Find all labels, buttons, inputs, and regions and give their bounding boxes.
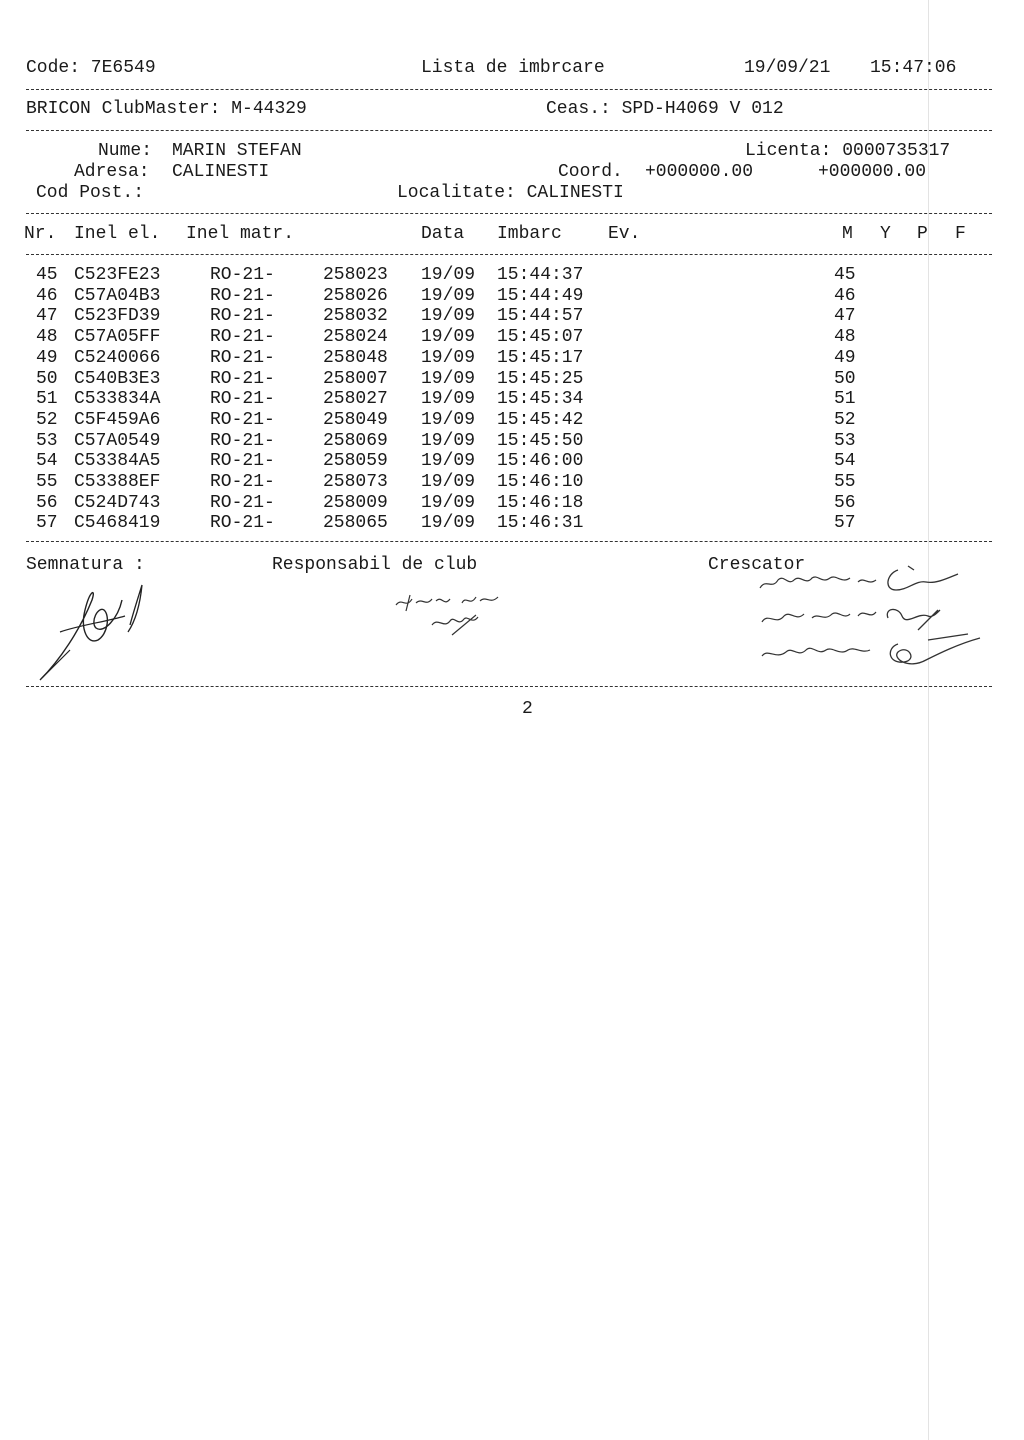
row-ring-prefix: RO-21- bbox=[210, 451, 275, 472]
row-m: 45 bbox=[834, 265, 856, 285]
row-ring-number: 258007 bbox=[323, 368, 388, 389]
row-time: 15:44:49 bbox=[497, 285, 584, 306]
nume-label: Nume: bbox=[98, 141, 153, 161]
row-nr: 46 bbox=[36, 285, 58, 306]
row-date: 19/09 bbox=[421, 513, 476, 534]
row-m: 53 bbox=[834, 430, 856, 451]
row-time: 15:45:34 bbox=[497, 389, 584, 410]
coord-x: +000000.00 bbox=[645, 162, 754, 182]
row-ring-number: 258032 bbox=[323, 306, 388, 327]
code-label: Code: 7E6549 bbox=[26, 58, 156, 78]
adresa-value: CALINESTI bbox=[172, 162, 270, 182]
row-ring-prefix: RO-21- bbox=[210, 347, 275, 368]
row-nr: 47 bbox=[36, 306, 58, 327]
row-m: 51 bbox=[834, 389, 856, 410]
row-m: 49 bbox=[834, 347, 856, 368]
divider bbox=[26, 89, 992, 90]
row-ring-prefix: RO-21- bbox=[210, 265, 275, 285]
row-nr: 53 bbox=[36, 430, 58, 451]
row-date: 19/09 bbox=[421, 306, 476, 327]
crescator-label: Crescator bbox=[708, 555, 806, 575]
codpost-label: Cod Post.: bbox=[36, 183, 145, 203]
table-row bbox=[0, 286, 1024, 306]
row-m: 57 bbox=[834, 513, 856, 534]
table-row bbox=[0, 451, 1024, 471]
table-row bbox=[0, 493, 1024, 513]
localitate-label: Localitate: CALINESTI bbox=[397, 183, 624, 203]
row-inel-el: C57A04B3 bbox=[74, 285, 161, 306]
row-time: 15:45:50 bbox=[497, 430, 584, 451]
handwritten-signature bbox=[392, 585, 512, 645]
row-inel-el: C53384A5 bbox=[74, 451, 161, 472]
col-f: F bbox=[955, 224, 966, 244]
responsabil-label: Responsabil de club bbox=[272, 555, 478, 575]
table-row bbox=[0, 431, 1024, 451]
row-ring-prefix: RO-21- bbox=[210, 389, 275, 410]
row-ring-number: 258048 bbox=[323, 347, 388, 368]
row-ring-number: 258049 bbox=[323, 409, 388, 430]
row-inel-el: C5468419 bbox=[74, 513, 161, 534]
handwritten-signature bbox=[30, 570, 160, 685]
col-nr: Nr. bbox=[24, 224, 57, 244]
row-ring-prefix: RO-21- bbox=[210, 409, 275, 430]
row-inel-el: C523FE23 bbox=[74, 265, 161, 285]
semnatura-label: Semnatura : bbox=[26, 555, 145, 575]
row-date: 19/09 bbox=[421, 492, 476, 513]
row-m: 54 bbox=[834, 451, 856, 472]
col-y: Y bbox=[880, 224, 891, 244]
row-time: 15:46:10 bbox=[497, 472, 584, 492]
row-inel-el: C57A05FF bbox=[74, 327, 161, 348]
row-inel-el: C533834A bbox=[74, 389, 161, 410]
row-ring-number: 258065 bbox=[323, 513, 388, 534]
divider bbox=[26, 686, 992, 687]
row-ring-number: 258027 bbox=[323, 389, 388, 410]
row-nr: 51 bbox=[36, 389, 58, 410]
row-nr: 52 bbox=[36, 409, 58, 430]
print-date: 19/09/21 bbox=[744, 58, 831, 78]
divider bbox=[26, 254, 992, 255]
row-date: 19/09 bbox=[421, 389, 476, 410]
row-inel-el: C524D743 bbox=[74, 492, 161, 513]
row-time: 15:46:00 bbox=[497, 451, 584, 472]
row-m: 50 bbox=[834, 368, 856, 389]
row-ring-prefix: RO-21- bbox=[210, 492, 275, 513]
document-title: Lista de imbrcare bbox=[421, 58, 605, 78]
row-ring-number: 258026 bbox=[323, 285, 388, 306]
divider bbox=[26, 130, 992, 131]
row-nr: 48 bbox=[36, 327, 58, 348]
row-date: 19/09 bbox=[421, 430, 476, 451]
row-inel-el: C57A0549 bbox=[74, 430, 161, 451]
table-row bbox=[0, 348, 1024, 368]
clubmaster-label: BRICON ClubMaster: M-44329 bbox=[26, 99, 307, 119]
row-nr: 56 bbox=[36, 492, 58, 513]
row-ring-number: 258069 bbox=[323, 430, 388, 451]
scan-crease-line bbox=[928, 0, 929, 1440]
row-m: 52 bbox=[834, 409, 856, 430]
row-inel-el: C5240066 bbox=[74, 347, 161, 368]
row-ring-prefix: RO-21- bbox=[210, 430, 275, 451]
table-row bbox=[0, 369, 1024, 389]
page-number: 2 bbox=[522, 699, 533, 719]
licenta-label: Licenta: 0000735317 bbox=[745, 141, 951, 161]
row-time: 15:44:57 bbox=[497, 306, 584, 327]
row-time: 15:46:31 bbox=[497, 513, 584, 534]
table-row bbox=[0, 472, 1024, 492]
row-time: 15:45:25 bbox=[497, 368, 584, 389]
row-m: 48 bbox=[834, 327, 856, 348]
table-row bbox=[0, 410, 1024, 430]
row-ring-number: 258059 bbox=[323, 451, 388, 472]
nume-value: MARIN STEFAN bbox=[172, 141, 302, 161]
row-ring-number: 258024 bbox=[323, 327, 388, 348]
print-time: 15:47:06 bbox=[870, 58, 957, 78]
row-time: 15:45:07 bbox=[497, 327, 584, 348]
row-m: 55 bbox=[834, 472, 856, 492]
row-date: 19/09 bbox=[421, 265, 476, 285]
col-p: P bbox=[917, 224, 928, 244]
row-nr: 55 bbox=[36, 472, 58, 492]
row-ring-prefix: RO-21- bbox=[210, 472, 275, 492]
row-date: 19/09 bbox=[421, 285, 476, 306]
col-imbarc: Imbarc bbox=[497, 224, 562, 244]
row-time: 15:44:37 bbox=[497, 265, 584, 285]
col-m: M bbox=[842, 224, 853, 244]
row-m: 56 bbox=[834, 492, 856, 513]
row-date: 19/09 bbox=[421, 472, 476, 492]
row-inel-el: C540B3E3 bbox=[74, 368, 161, 389]
row-nr: 49 bbox=[36, 347, 58, 368]
row-time: 15:45:17 bbox=[497, 347, 584, 368]
row-date: 19/09 bbox=[421, 451, 476, 472]
row-ring-number: 258073 bbox=[323, 472, 388, 492]
table-row bbox=[0, 265, 1024, 285]
row-nr: 57 bbox=[36, 513, 58, 534]
coord-label: Coord. bbox=[558, 162, 623, 182]
col-ev: Ev. bbox=[608, 224, 641, 244]
row-ring-prefix: RO-21- bbox=[210, 285, 275, 306]
row-time: 15:45:42 bbox=[497, 409, 584, 430]
col-inel-matr: Inel matr. bbox=[186, 224, 295, 244]
row-ring-prefix: RO-21- bbox=[210, 306, 275, 327]
row-date: 19/09 bbox=[421, 368, 476, 389]
divider bbox=[26, 213, 992, 214]
row-nr: 45 bbox=[36, 265, 58, 285]
row-m: 46 bbox=[834, 285, 856, 306]
table-row bbox=[0, 513, 1024, 533]
handwritten-signature bbox=[758, 560, 988, 670]
table-row bbox=[0, 327, 1024, 347]
row-m: 47 bbox=[834, 306, 856, 327]
row-nr: 50 bbox=[36, 368, 58, 389]
divider bbox=[26, 541, 992, 542]
row-ring-number: 258009 bbox=[323, 492, 388, 513]
adresa-label: Adresa: bbox=[74, 162, 150, 182]
table-row bbox=[0, 389, 1024, 409]
row-ring-number: 258023 bbox=[323, 265, 388, 285]
row-time: 15:46:18 bbox=[497, 492, 584, 513]
row-date: 19/09 bbox=[421, 347, 476, 368]
table-row bbox=[0, 306, 1024, 326]
coord-y: +000000.00 bbox=[818, 162, 927, 182]
row-inel-el: C5F459A6 bbox=[74, 409, 161, 430]
row-ring-prefix: RO-21- bbox=[210, 368, 275, 389]
row-ring-prefix: RO-21- bbox=[210, 513, 275, 534]
col-inel-el: Inel el. bbox=[74, 224, 161, 244]
row-date: 19/09 bbox=[421, 409, 476, 430]
row-nr: 54 bbox=[36, 451, 58, 472]
row-inel-el: C523FD39 bbox=[74, 306, 161, 327]
col-data: Data bbox=[421, 224, 465, 244]
row-ring-prefix: RO-21- bbox=[210, 327, 275, 348]
row-inel-el: C53388EF bbox=[74, 472, 161, 492]
row-date: 19/09 bbox=[421, 327, 476, 348]
ceas-label: Ceas.: SPD-H4069 V 012 bbox=[546, 99, 784, 119]
